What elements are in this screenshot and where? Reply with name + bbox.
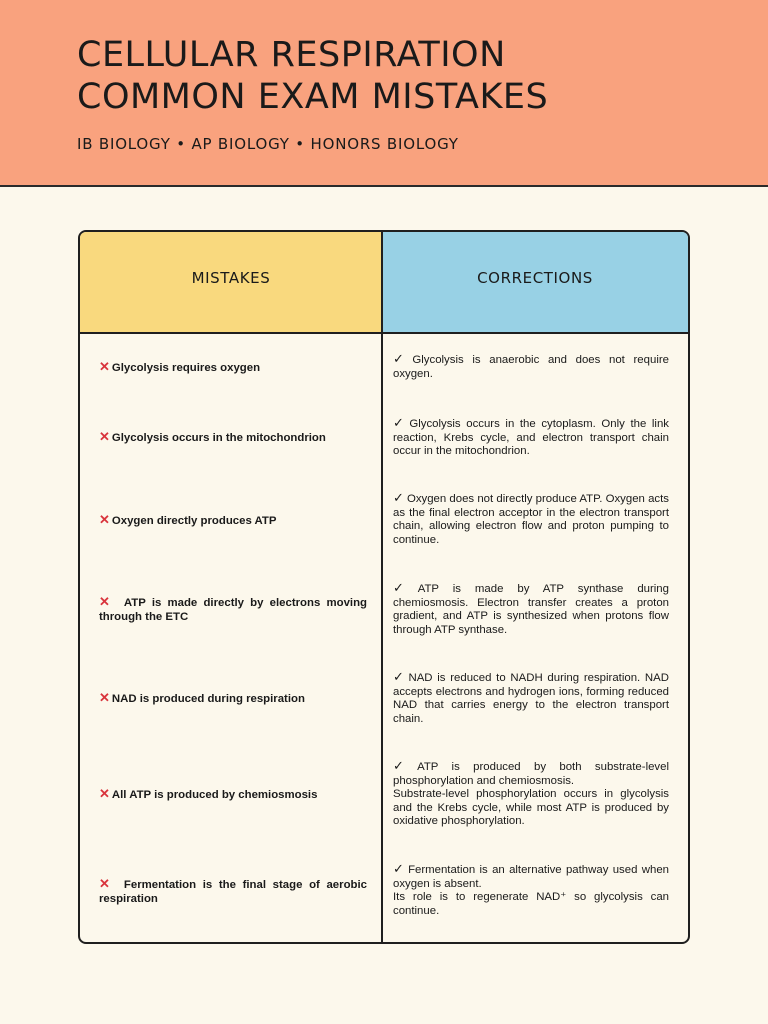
check-icon: ✓: [393, 669, 406, 684]
page-title: [77, 34, 548, 118]
correction-text: Fermentation is an alternative pathway used when oxygen is absent.: [393, 864, 669, 890]
correction-text: NAD is reduced to NADH during respiration. NAD accepts electrons and hydrogen ions, forming reduced NAD that carries energy to the electron transport chain.: [393, 672, 669, 725]
correction-paragraph: [393, 759, 669, 788]
column-divider: [381, 232, 383, 942]
red-x-icon: ✕: [99, 786, 110, 801]
mistake-text: NAD is produced during respiration: [111, 693, 305, 705]
mistake-text: All ATP is produced by chemiosmosis: [111, 789, 318, 801]
correction-text: Oxygen does not directly produce ATP. Oxygen acts as the final electron acceptor in the electron transport chain, allowing electron flow and proton pumping to continue.: [393, 493, 669, 546]
mistake-cell: [99, 691, 367, 706]
mistakes-column-header: MISTAKES: [80, 232, 382, 334]
correction-text: Its role is to regenerate NAD⁺ so glycolysis can continue.: [393, 891, 669, 917]
check-icon: ✓: [393, 861, 406, 876]
corrections-column-header: CORRECTIONS: [382, 232, 688, 334]
correction-text: Substrate-level phosphorylation occurs in glycolysis and the Krebs cycle, while most ATP is produced by oxidative phosphorylation.: [393, 788, 669, 828]
red-x-icon: ✕: [99, 359, 110, 374]
check-icon: ✓: [393, 351, 410, 366]
page-header: [0, 0, 768, 187]
correction-cell: [393, 759, 669, 829]
correction-text: ATP is produced by both substrate-level phosphorylation and chemiosmosis.: [393, 761, 669, 787]
check-icon: ✓: [393, 490, 404, 505]
mistake-cell: [99, 513, 367, 528]
mistake-cell: [99, 360, 367, 375]
check-icon: ✓: [393, 758, 415, 773]
correction-text: Glycolysis occurs in the cytoplasm. Only the link reaction, Krebs cycle, and electron transport chain occur in the mitochondrion.: [393, 418, 669, 458]
correction-cell: [393, 352, 669, 381]
page-subtitle: IB BIOLOGY • AP BIOLOGY • HONORS BIOLOGY: [77, 135, 459, 153]
red-x-icon: ✕: [99, 594, 110, 609]
correction-text: Glycolysis is anaerobic and does not require oxygen.: [393, 354, 669, 380]
mistake-text: Fermentation is the final stage of aerobic respiration: [99, 879, 367, 905]
check-icon: ✓: [393, 580, 415, 595]
mistake-cell: [99, 877, 367, 906]
mistakes-corrections-table: [78, 230, 690, 944]
mistake-text: Glycolysis requires oxygen: [111, 362, 261, 374]
title-line-1: CELLULAR RESPIRATION: [77, 35, 506, 75]
mistake-cell: [99, 787, 367, 802]
correction-cell: [393, 670, 669, 726]
correction-cell: [393, 862, 669, 918]
check-icon: ✓: [393, 415, 407, 430]
red-x-icon: ✕: [99, 429, 110, 444]
mistake-text: Glycolysis occurs in the mitochondrion: [111, 432, 326, 444]
mistake-text: ATP is made directly by electrons moving through the ETC: [99, 597, 367, 623]
red-x-icon: ✕: [99, 512, 110, 527]
correction-paragraph: [393, 862, 669, 891]
title-line-2: COMMON EXAM MISTAKES: [77, 77, 549, 117]
mistake-cell: [99, 430, 367, 445]
mistake-cell: [99, 595, 367, 624]
correction-cell: [393, 491, 669, 547]
correction-text: ATP is made by ATP synthase during chemiosmosis. Electron transfer creates a proton gradient, and ATP is synthesized when protons flow through ATP synthase.: [393, 583, 669, 636]
correction-cell: [393, 416, 669, 459]
red-x-icon: ✕: [99, 690, 110, 705]
red-x-icon: ✕: [99, 876, 110, 891]
mistake-text: Oxygen directly produces ATP: [111, 515, 277, 527]
correction-cell: [393, 581, 669, 637]
